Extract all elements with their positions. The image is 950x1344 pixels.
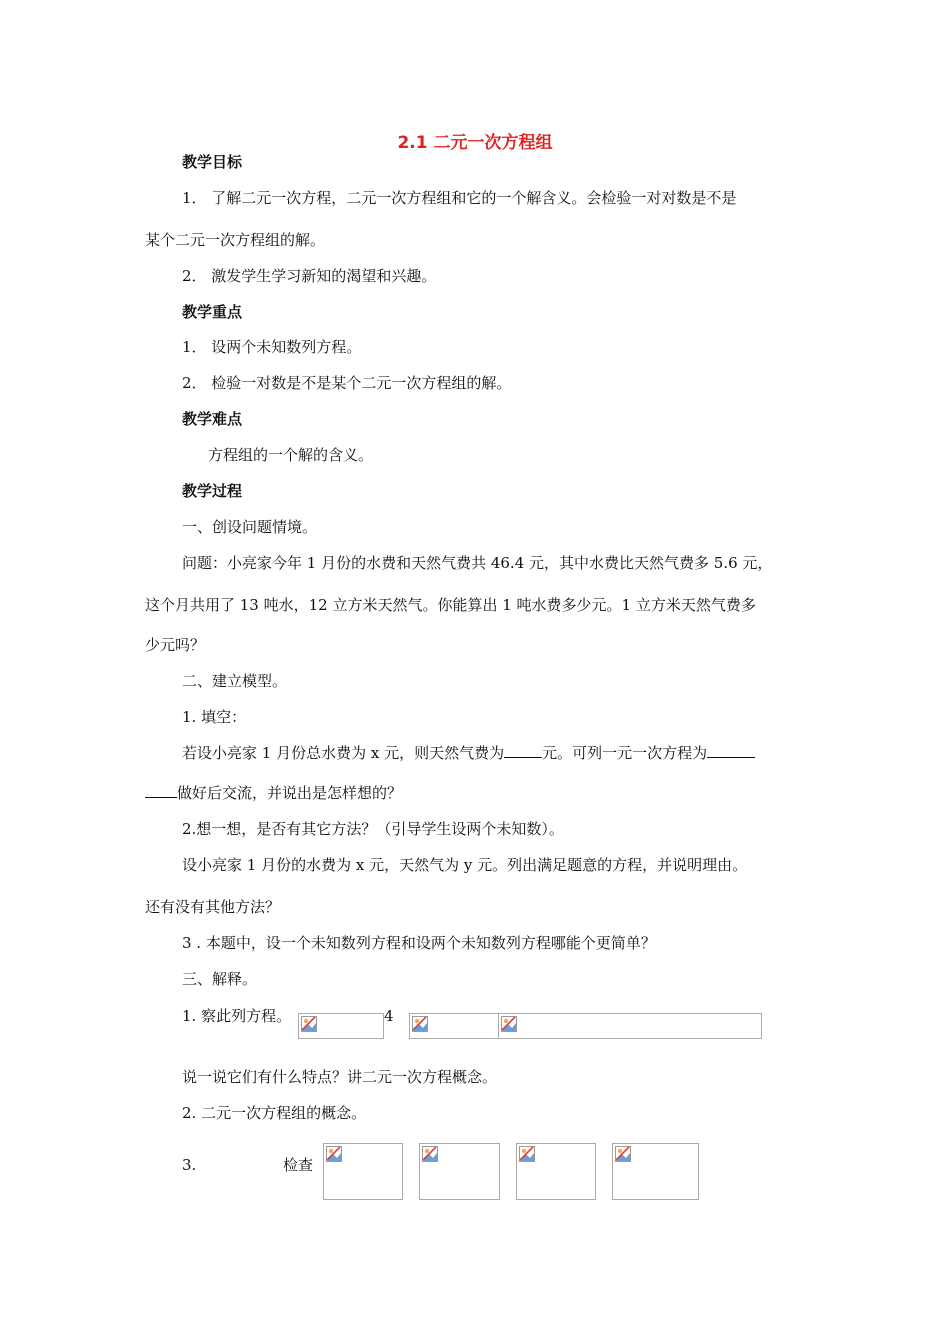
equation-image-3 — [498, 1013, 762, 1039]
fill-text-c: 做好后交流，并说出是怎样想的？ — [177, 784, 403, 802]
difficulty-heading: 教学难点 — [182, 410, 243, 428]
fill-text-b: 元。可列一元一次方程为 — [542, 744, 708, 762]
page-title: 2.1 二元一次方程组 — [397, 133, 553, 153]
difficulty-text: 方程组的一个解的含义。 — [208, 446, 374, 464]
goals-item-1-line-1: 1． 了解二元一次方程，二元一次方程组和它的一个解含义。会检验一对对数是不是 — [182, 189, 737, 207]
check-image-2 — [419, 1143, 500, 1200]
problem-line-1: 问题：小亮家今年 1 月份的水费和天然气费共 46.4 元，其中水费比天然气费多 5.6 元， — [182, 554, 773, 572]
process-part-1: 一、创设问题情境。 — [182, 518, 318, 536]
broken-image-icon — [422, 1146, 438, 1162]
check-image-4 — [612, 1143, 699, 1200]
fill-blank-2[interactable] — [707, 743, 755, 758]
fill-line-2 — [145, 783, 402, 803]
check-label: 检查 — [283, 1156, 314, 1174]
equation-image-2 — [409, 1013, 501, 1039]
fill-blank-1[interactable] — [504, 743, 542, 758]
process-part-2: 二、建立模型。 — [182, 672, 288, 690]
think-line: 2.想一想，是否有其它方法？（引导学生设两个未知数）。 — [182, 820, 564, 838]
observe-number: 4 — [384, 1007, 394, 1025]
observe-label: 1. 察此列方程。 — [182, 1007, 292, 1025]
check-image-1 — [323, 1143, 403, 1200]
compare-line: 3 . 本题中，设一个未知数列方程和设两个未知数列方程哪能个更简单？ — [182, 934, 656, 952]
keypoints-item-1: 1． 设两个未知数列方程。 — [182, 338, 362, 356]
broken-image-icon — [501, 1016, 517, 1032]
check-number: 3. — [182, 1156, 197, 1174]
process-part-3: 三、解释。 — [182, 970, 258, 988]
fill-line-1 — [182, 743, 755, 763]
broken-image-icon — [412, 1016, 428, 1032]
fill-label: 1. 填空： — [182, 708, 247, 726]
problem-line-3: 少元吗？ — [145, 636, 206, 654]
concept-line: 2. 二元一次方程组的概念。 — [182, 1104, 367, 1122]
process-heading: 教学过程 — [182, 482, 243, 500]
broken-image-icon — [615, 1146, 631, 1162]
fill-text-a: 若设小亮家 1 月份总水费为 x 元，则天然气费为 — [182, 744, 505, 762]
goals-item-1-line-2: 某个二元一次方程组的解。 — [145, 231, 326, 249]
broken-image-icon — [326, 1146, 342, 1162]
keypoints-heading: 教学重点 — [182, 303, 243, 321]
broken-image-icon — [301, 1016, 317, 1032]
broken-image-icon — [519, 1146, 535, 1162]
check-image-3 — [516, 1143, 596, 1200]
fill-blank-2-cont[interactable] — [145, 783, 177, 798]
goals-item-2: 2． 激发学生学习新知的渴望和兴趣。 — [182, 267, 437, 285]
discuss-line: 说一说它们有什么特点？讲二元一次方程概念。 — [182, 1068, 498, 1086]
set-line-1: 设小亮家 1 月份的水费为 x 元，天然气为 y 元。列出满足题意的方程，并说明理由。 — [182, 856, 748, 874]
equation-image-1 — [298, 1013, 384, 1039]
goals-heading: 教学目标 — [182, 153, 243, 171]
set-line-2: 还有没有其他方法？ — [145, 898, 281, 916]
problem-line-2: 这个月共用了 13 吨水，12 立方米天然气。你能算出 1 吨水费多少元。1 立方米天然气费多 — [145, 596, 756, 614]
keypoints-item-2: 2． 检验一对数是不是某个二元一次方程组的解。 — [182, 374, 512, 392]
